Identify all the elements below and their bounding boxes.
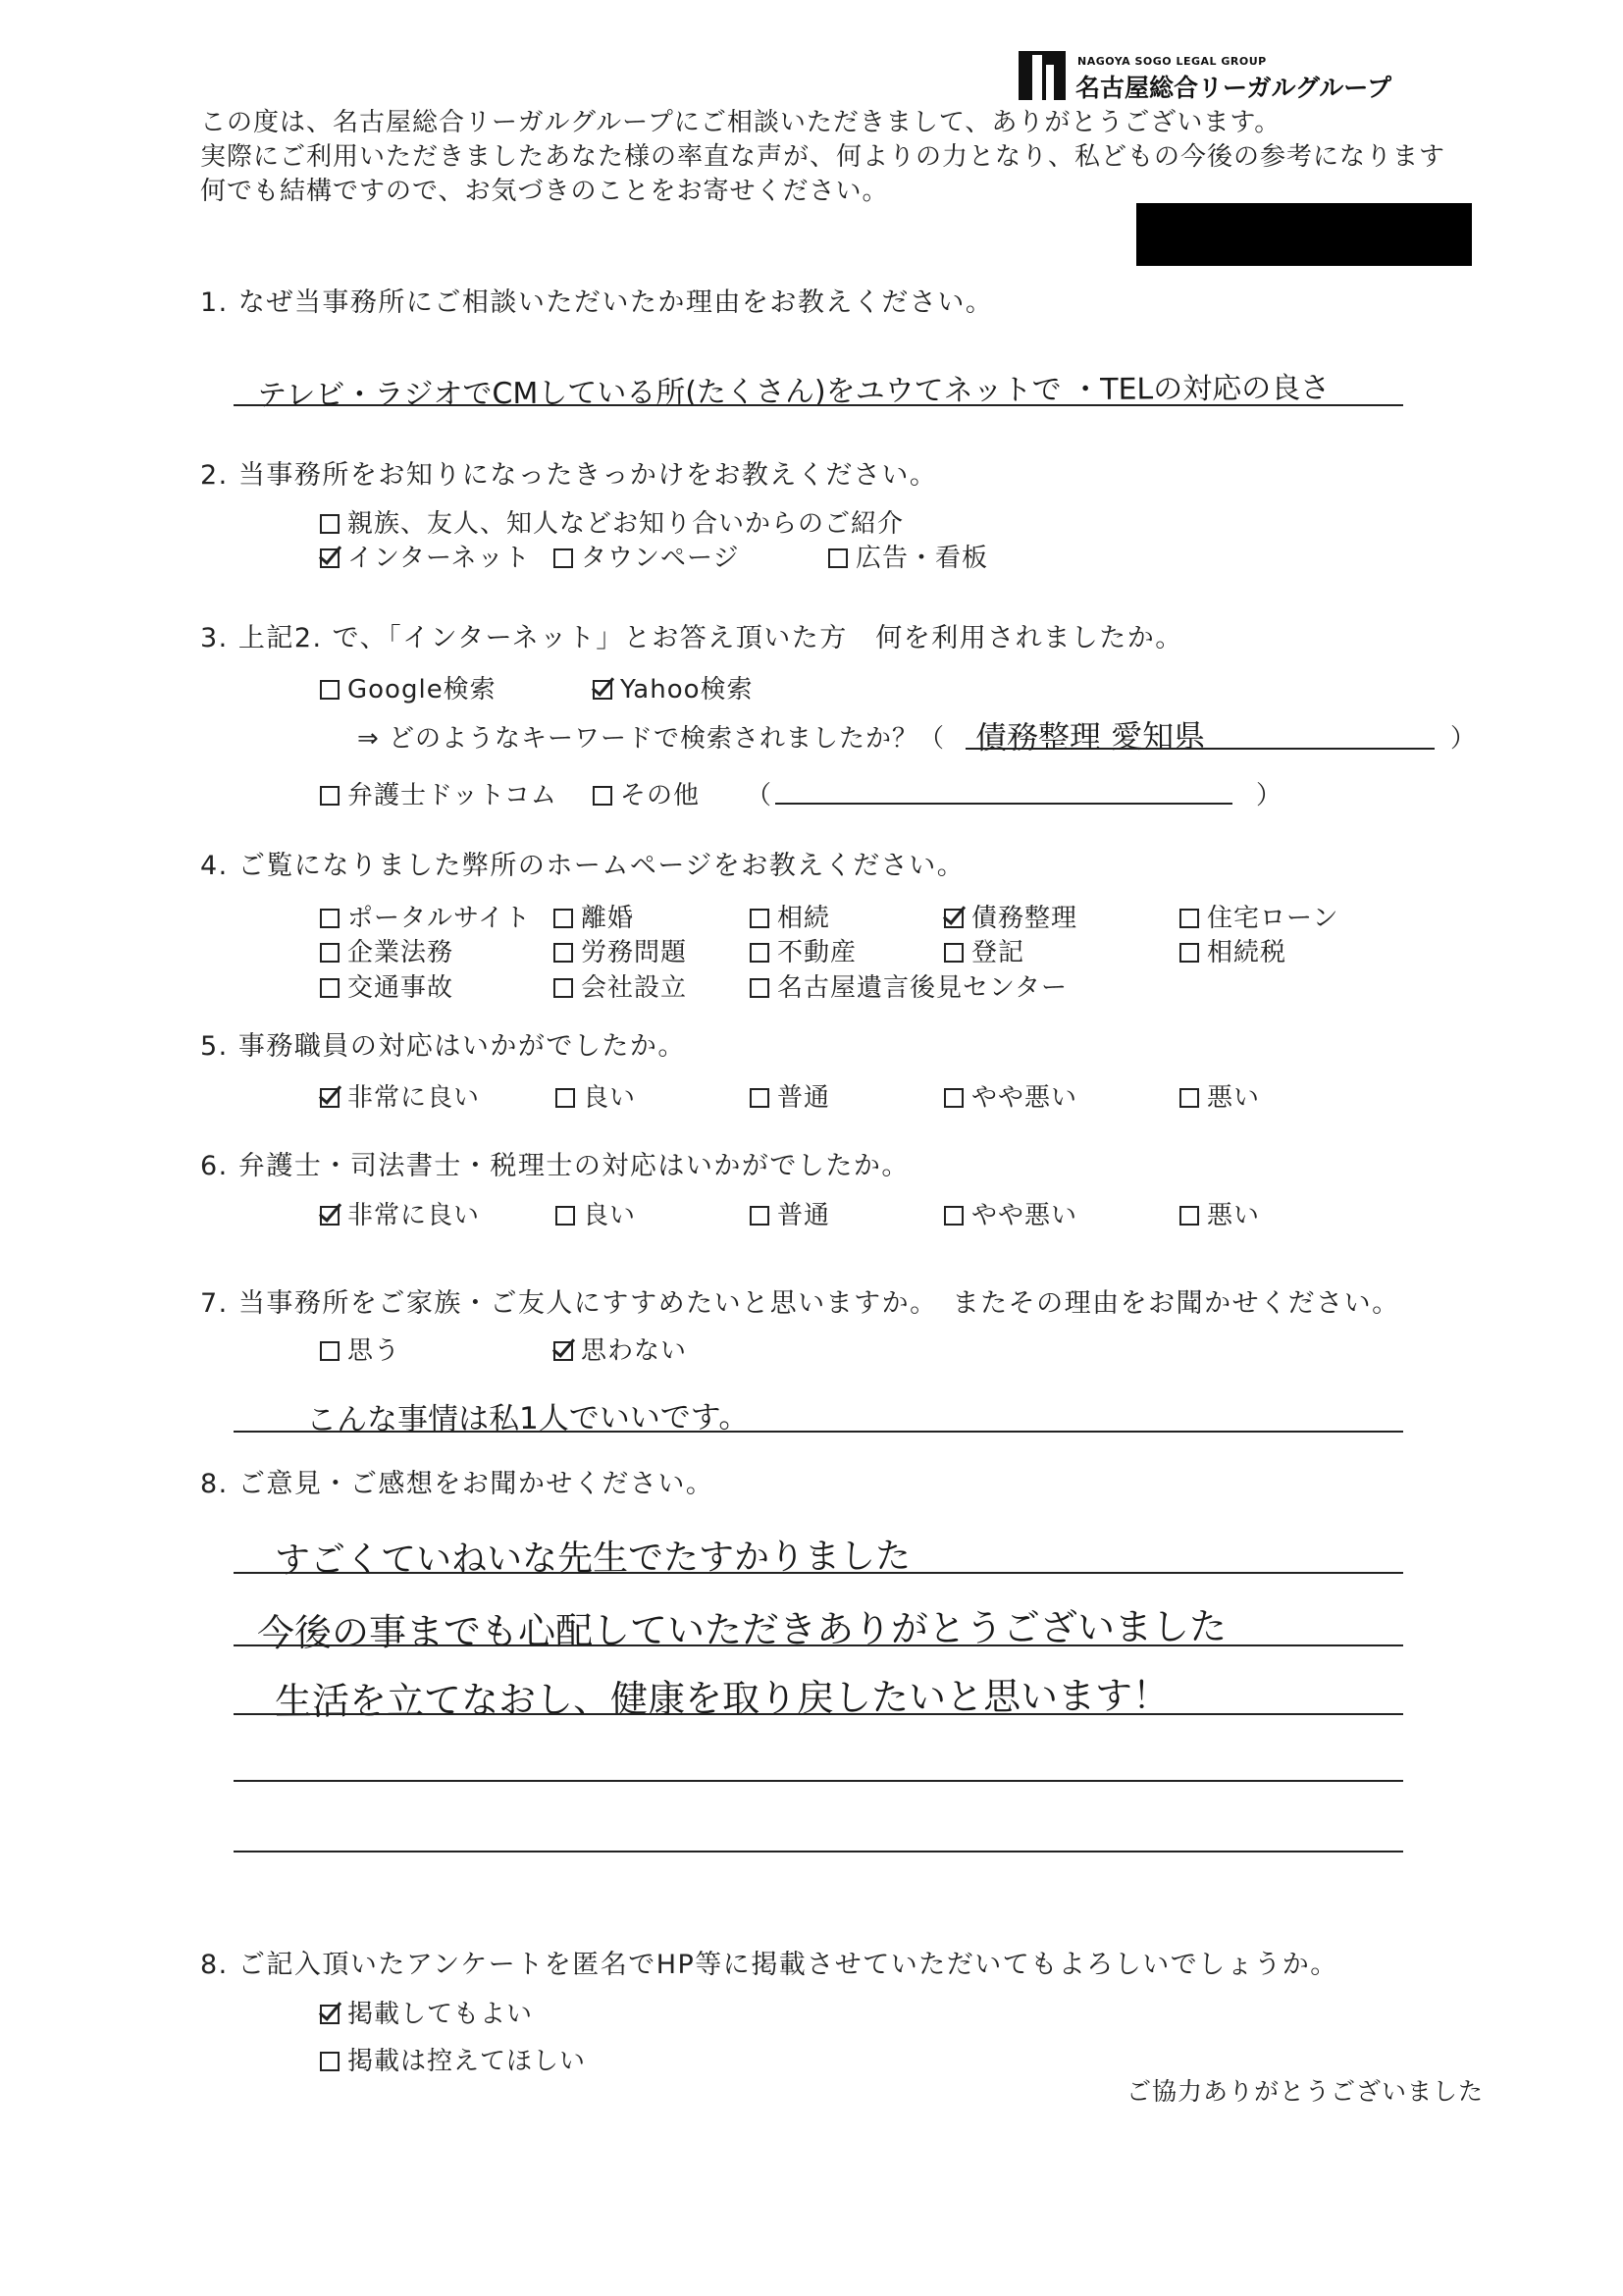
checked-checkbox-icon[interactable] bbox=[320, 548, 340, 568]
q3-option-other[interactable]: その他 bbox=[593, 775, 700, 811]
q8-line bbox=[234, 1713, 1403, 1715]
checkbox-icon[interactable] bbox=[320, 1341, 340, 1361]
q3-option-bengoshi[interactable]: 弁護士ドットコム bbox=[320, 775, 557, 811]
question-8: 8. ご意見・ご感想をお聞かせください。 bbox=[200, 1469, 714, 1499]
checkbox-icon[interactable] bbox=[750, 978, 769, 998]
checked-checkbox-icon[interactable] bbox=[320, 1206, 340, 1226]
question-7: 7. 当事務所をご家族・ご友人にすすめたいと思いますか。 またその理由をお聞かせください。 bbox=[200, 1288, 1400, 1319]
q4-option[interactable] bbox=[750, 898, 830, 934]
checked-checkbox-icon[interactable] bbox=[320, 2005, 340, 2024]
checkbox-icon[interactable] bbox=[320, 978, 340, 998]
logo-mark-icon bbox=[1019, 51, 1066, 100]
q5-option-very-good[interactable]: 非常に良い bbox=[320, 1077, 480, 1114]
closing-text: ご協力ありがとうございました bbox=[1126, 2077, 1485, 2106]
question-2: 2. 当事務所をお知りになったきっかけをお教えください。 bbox=[200, 460, 938, 491]
q5-option-bad[interactable]: 悪い bbox=[1179, 1077, 1260, 1114]
q8-answer-line-1[interactable]: すごくていねいな先生でたすかりました bbox=[274, 1536, 912, 1582]
checkbox-icon[interactable] bbox=[1179, 909, 1199, 928]
q4-option-label: 名古屋遺言後見センター bbox=[777, 973, 1068, 1003]
checkbox-icon[interactable] bbox=[944, 1088, 964, 1108]
checkbox-icon[interactable] bbox=[750, 1206, 769, 1226]
q6-option-bad[interactable]: 悪い bbox=[1179, 1195, 1260, 1231]
q4-option-label: 交通事故 bbox=[347, 973, 454, 1003]
q5-option-normal[interactable]: 普通 bbox=[750, 1077, 830, 1114]
q4-option[interactable] bbox=[553, 898, 634, 934]
logo-text-ja: 名古屋総合リーガルグループ bbox=[1075, 74, 1392, 102]
q4-option-label: 登記 bbox=[971, 938, 1025, 967]
q3-keyword-prompt: ⇒ どのようなキーワードで検索されましたか？（ bbox=[357, 724, 946, 754]
checkbox-icon[interactable] bbox=[593, 786, 612, 806]
q3-option-yahoo[interactable]: Yahoo検索 bbox=[593, 669, 754, 705]
intro-line: 何でも結構ですので、お気づきのことをお寄せください。 bbox=[200, 177, 889, 206]
q8-line bbox=[234, 1572, 1403, 1574]
checked-checkbox-icon[interactable] bbox=[553, 1341, 573, 1361]
q4-option[interactable] bbox=[320, 932, 453, 968]
checked-checkbox-icon[interactable] bbox=[944, 909, 964, 928]
q8-line[interactable] bbox=[234, 1851, 1403, 1852]
q7-option-no[interactable]: 思わない bbox=[553, 1331, 687, 1367]
q4-option-label: 労務問題 bbox=[581, 938, 688, 967]
redaction-block bbox=[1136, 203, 1472, 266]
q4-option-label: 離婚 bbox=[581, 904, 635, 933]
q4-option[interactable] bbox=[320, 967, 453, 1004]
q8-answer-line-2[interactable]: 今後の事までも心配していただきありがとうございました bbox=[256, 1604, 1228, 1655]
checkbox-icon[interactable] bbox=[750, 909, 769, 928]
q4-option-label: 相続 bbox=[777, 904, 831, 933]
checkbox-icon[interactable] bbox=[944, 1206, 964, 1226]
checkbox-icon[interactable] bbox=[320, 680, 340, 700]
publish-option-ng[interactable]: 掲載は控えてほしい bbox=[320, 2041, 586, 2077]
q4-option-label: 企業法務 bbox=[347, 938, 454, 967]
checkbox-icon[interactable] bbox=[320, 786, 340, 806]
q3-keyword-close: ） bbox=[1450, 724, 1478, 754]
intro-line: 実際にご利用いただきましたあなた様の率直な声が、何よりの力となり、私どもの今後の参考になります bbox=[200, 142, 1446, 172]
q2-option-family[interactable]: 親族、友人、知人などお知り合いからのご紹介 bbox=[320, 503, 904, 540]
checkbox-icon[interactable] bbox=[320, 909, 340, 928]
q8-line bbox=[234, 1644, 1403, 1646]
q8-answer-line-3[interactable]: 生活を立てなおし、健康を取り戻したいと思います！ bbox=[274, 1673, 1171, 1724]
q4-option-label: 債務整理 bbox=[971, 904, 1078, 933]
q4-option-label: 住宅ローン bbox=[1207, 904, 1339, 933]
q2-option-internet[interactable]: インターネット bbox=[320, 538, 531, 574]
q4-option[interactable] bbox=[320, 898, 531, 934]
q4-option[interactable] bbox=[553, 967, 687, 1004]
question-4: 4. ご覧になりました弊所のホームページをお教えください。 bbox=[200, 851, 966, 881]
q7-answer[interactable]: こんな事情は私1人でいいです。 bbox=[305, 1399, 750, 1438]
q2-option-townpage[interactable]: タウンページ bbox=[553, 538, 739, 574]
checkbox-icon[interactable] bbox=[555, 1206, 575, 1226]
q7-answer-line bbox=[234, 1431, 1403, 1433]
question-6: 6. 弁護士・司法書士・税理士の対応はいかがでしたか。 bbox=[200, 1151, 910, 1181]
q4-option[interactable] bbox=[944, 898, 1077, 934]
checkbox-icon[interactable] bbox=[555, 1088, 575, 1108]
q1-answer-line bbox=[234, 404, 1403, 406]
q4-option[interactable] bbox=[553, 932, 687, 968]
intro-text bbox=[200, 106, 1445, 209]
q4-option-label: 会社設立 bbox=[581, 973, 688, 1003]
q3-other-close: ） bbox=[1256, 781, 1283, 810]
q2-option-ad[interactable]: 広告・看板 bbox=[828, 538, 988, 574]
q5-option-good[interactable]: 良い bbox=[555, 1077, 636, 1114]
publish-option-ok[interactable]: 掲載してもよい bbox=[320, 1994, 533, 2030]
checkbox-icon[interactable] bbox=[750, 943, 769, 963]
checkbox-icon[interactable] bbox=[553, 978, 573, 998]
checkbox-icon[interactable] bbox=[553, 909, 573, 928]
q1-answer[interactable]: テレビ・ラジオでCMしている所(たくさん)をユウてネットで ・TELの対応の良さ bbox=[256, 371, 1331, 413]
intro-line: この度は、名古屋総合リーガルグループにご相談いただきまして、ありがとうございます。 bbox=[200, 108, 1282, 137]
checkbox-icon[interactable] bbox=[1179, 1088, 1199, 1108]
q3-option-google[interactable]: Google検索 bbox=[320, 669, 497, 705]
q3-keyword-line bbox=[966, 748, 1435, 750]
checkbox-icon[interactable] bbox=[553, 943, 573, 963]
checked-checkbox-icon[interactable] bbox=[320, 1088, 340, 1108]
q3-other-line[interactable] bbox=[775, 803, 1232, 805]
checkbox-icon[interactable] bbox=[320, 943, 340, 963]
checkbox-icon[interactable] bbox=[320, 2052, 340, 2071]
q8-line[interactable] bbox=[234, 1780, 1403, 1782]
question-3: 3. 上記2. で、「インターネット」とお答え頂いた方 何を利用されましたか。 bbox=[200, 623, 1183, 653]
checkbox-icon[interactable] bbox=[1179, 1206, 1199, 1226]
checkbox-icon[interactable] bbox=[944, 943, 964, 963]
q4-option[interactable] bbox=[750, 932, 857, 968]
q4-option[interactable] bbox=[1179, 898, 1338, 934]
q3-other-open: （ bbox=[746, 781, 773, 810]
q6-option-somewhat-bad[interactable]: やや悪い bbox=[944, 1195, 1077, 1231]
logo-text-en: NAGOYA SOGO LEGAL GROUP bbox=[1077, 55, 1267, 68]
q7-option-yes[interactable]: 思う bbox=[320, 1331, 400, 1367]
checkbox-icon[interactable] bbox=[553, 548, 573, 568]
q3-keyword-answer[interactable]: 債務整理 愛知県 bbox=[974, 717, 1206, 757]
logo bbox=[1019, 51, 1431, 102]
question-publish: 8. ご記入頂いたアンケートを匿名でHP等に掲載させていただいてもよろしいでしょうか。 bbox=[200, 1950, 1338, 1980]
checkbox-icon[interactable] bbox=[320, 514, 340, 534]
q4-option-label: 相続税 bbox=[1207, 938, 1287, 967]
q6-option-normal[interactable]: 普通 bbox=[750, 1195, 830, 1231]
checkbox-icon[interactable] bbox=[1179, 943, 1199, 963]
q4-option-label: 不動産 bbox=[777, 938, 858, 967]
checkbox-icon[interactable] bbox=[828, 548, 848, 568]
q4-option[interactable] bbox=[750, 967, 1068, 1004]
q4-option-label: ポータルサイト bbox=[347, 904, 532, 933]
checked-checkbox-icon[interactable] bbox=[593, 680, 612, 700]
q4-option[interactable] bbox=[1179, 932, 1286, 968]
checkbox-icon[interactable] bbox=[750, 1088, 769, 1108]
q6-option-good[interactable]: 良い bbox=[555, 1195, 636, 1231]
question-5: 5. 事務職員の対応はいかがでしたか。 bbox=[200, 1031, 686, 1062]
q5-option-somewhat-bad[interactable]: やや悪い bbox=[944, 1077, 1077, 1114]
question-1: 1. なぜ当事務所にご相談いただいたか理由をお教えください。 bbox=[200, 287, 994, 318]
q6-option-very-good[interactable]: 非常に良い bbox=[320, 1195, 480, 1231]
q4-option[interactable] bbox=[944, 932, 1024, 968]
